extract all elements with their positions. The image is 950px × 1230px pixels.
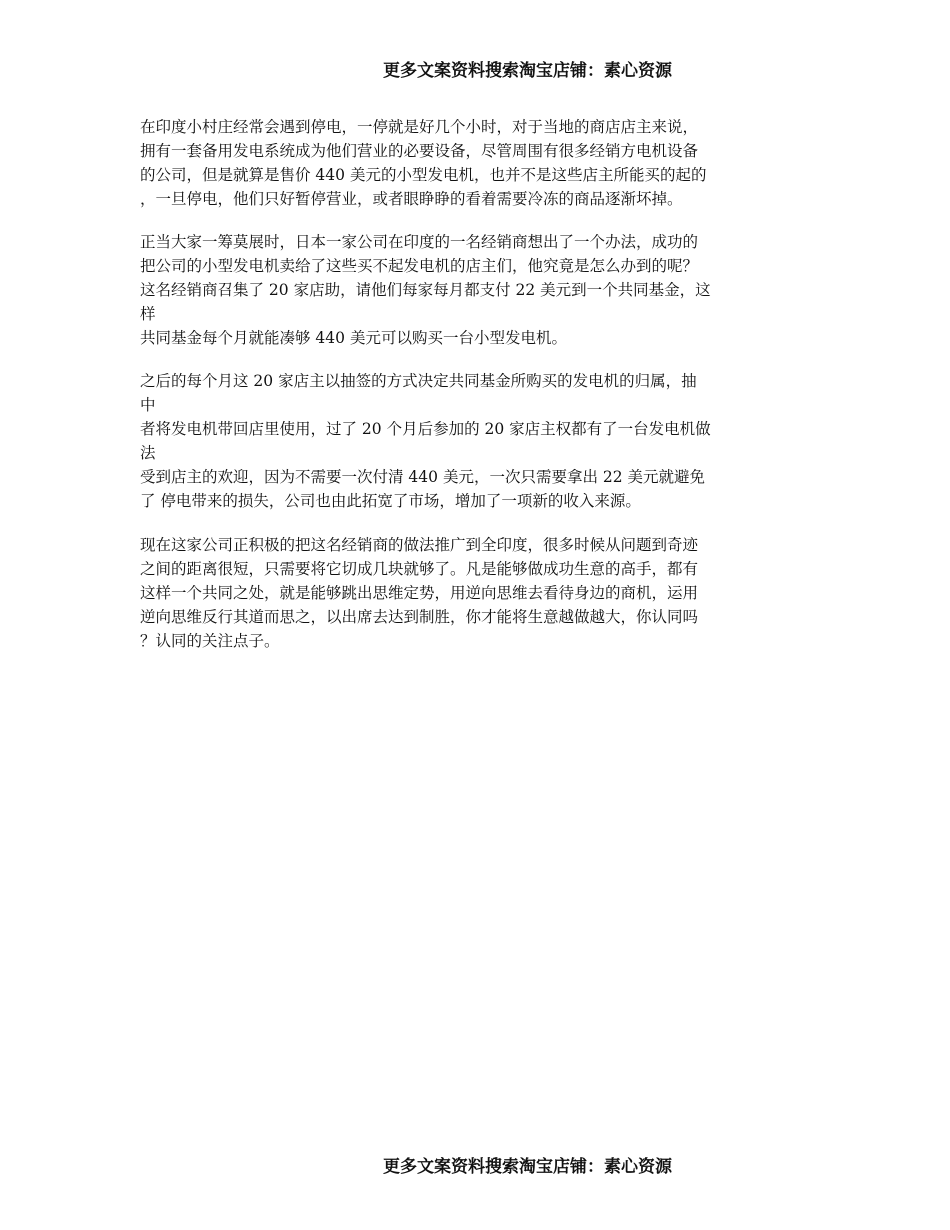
text-line: 把公司的小型发电机卖给了这些买不起发电机的店主们，他究竟是怎么办到的呢？ <box>140 257 699 275</box>
page-header: 更多文案资料搜索淘宝店铺：素心资源 <box>383 61 672 81</box>
text-line: 这样一个共同之处，就是能够跳出思维定势，用逆向思维去看待身边的商机，运用 <box>140 584 699 602</box>
text-line: 拥有一套备用发电系统成为他们营业的必要设备，尽管周围有很多经销方电机设备 <box>140 142 699 160</box>
paragraph-2 <box>140 230 820 350</box>
text-line: 共同基金每个月就能凑够 440 美元可以购买一台小型发电机。 <box>140 329 567 347</box>
text-line: 了 停电带来的损失，公司也由此拓宽了市场，增加了一项新的收入来源。 <box>140 492 641 510</box>
text-line: 之间的距离很短，只需要将它切成几块就够了。凡是能够做成功生意的高手，都有 <box>140 560 699 578</box>
text-line: 在印度小村庄经常会遇到停电，一停就是好几个小时，对于当地的商店店主来说， <box>140 118 699 136</box>
text-line: 样 <box>140 305 156 323</box>
text-line: 之后的每个月这 20 家店主以抽签的方式决定共同基金所购买的发电机的归属，抽 <box>140 372 697 390</box>
text-line: 法 <box>140 444 156 462</box>
text-line: 者将发电机带回店里使用，过了 20 个月后参加的 20 家店主权都有了一台发电机做 <box>140 420 711 438</box>
paragraph-3 <box>140 369 820 513</box>
page-footer: 更多文案资料搜索淘宝店铺：素心资源 <box>383 1157 672 1177</box>
paragraph-1 <box>140 115 820 211</box>
text-line: 正当大家一筹莫展时，日本一家公司在印度的一名经销商想出了一个办法，成功的 <box>140 233 699 251</box>
text-line: ？认同的关注点子。 <box>140 632 280 650</box>
text-line: 中 <box>140 396 156 414</box>
text-line: 这名经销商召集了 20 家店助，请他们每家每月都支付 22 美元到一个共同基金，这 <box>140 281 711 299</box>
text-line: 受到店主的欢迎，因为不需要一次付清 440 美元，一次只需要拿出 22 美元就避免 <box>140 468 706 486</box>
text-line: 现在这家公司正积极的把这名经销商的做法推广到全印度，很多时候从问题到奇迹 <box>140 536 699 554</box>
paragraph-4 <box>140 533 820 653</box>
text-line: 的公司，但是就算是售价 440 美元的小型发电机，也并不是这些店主所能买的起的 <box>140 166 707 184</box>
text-line: ，一旦停电，他们只好暂停营业，或者眼睁睁的看着需要冷冻的商品逐渐坏掉。 <box>140 190 683 208</box>
text-line: 逆向思维反行其道而思之，以出席去达到制胜，你才能将生意越做越大，你认同吗 <box>140 608 699 626</box>
